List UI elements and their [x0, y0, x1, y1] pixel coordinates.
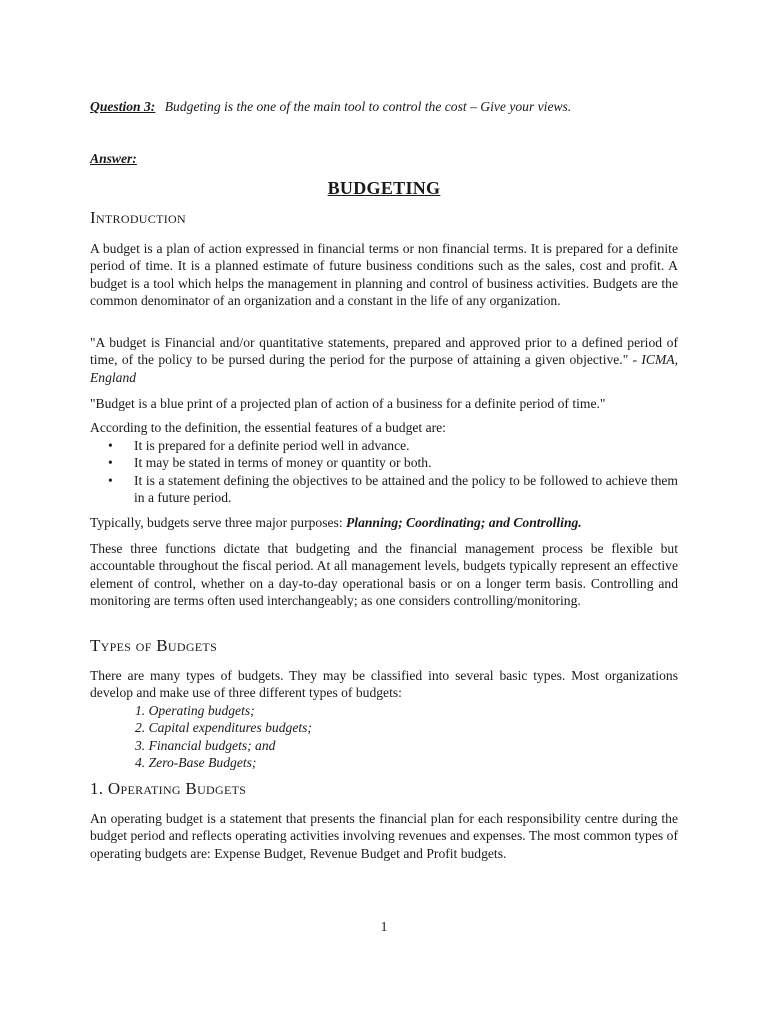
icma-quote — [90, 334, 678, 386]
question-line — [90, 98, 571, 115]
intro-paragraph: A budget is a plan of action expressed in financial terms or non financial terms. It is prepared for a definite period of time. It is a planned estimate of future business conditions such as the sales, cost and profit. A budget is a tool which helps the management in planning and control of business activities. Budgets are the common denominator of an organization and a constant in the life of any organization. — [90, 241, 678, 308]
operating-paragraph: An operating budget is a statement that presents the financial plan for each responsibility centre during the budget period and reflects operating activities involving revenues and expenses. The most common types of operating budgets are: Expense Budget, Revenue Budget and Profit budgets. — [90, 811, 678, 861]
bullet-icon: • — [108, 455, 113, 471]
bullet-icon: • — [108, 438, 113, 453]
types-heading: Types of Budgets — [90, 636, 218, 655]
question-label: Question 3: — [90, 99, 156, 114]
features-lead: According to the definition, the essential features of a budget are: — [90, 420, 446, 435]
list-item: 4. Zero-Base Budgets; — [135, 754, 257, 770]
features-list — [90, 437, 678, 506]
budget-types-list — [135, 702, 312, 771]
purposes-list: Planning; Coordinating; and Controlling. — [346, 515, 582, 530]
question-text: Budgeting is the one of the main tool to control the cost – Give your views. — [164, 99, 572, 114]
introduction-heading: Introduction — [90, 208, 186, 227]
operating-budgets-heading: 1. Operating Budgets — [90, 779, 247, 798]
icma-quote-text: "A budget is Financial and/or quantitative statements, prepared and approved prior to a defined period of time, of the policy to be pursed during the period for the purpose of attaining a given objective." - — [90, 335, 678, 368]
list-item: 1. Operating budgets; — [135, 703, 255, 718]
purposes-line: Typically, budgets serve three major purposes: Planning; Coordinating; and Controlling. — [90, 515, 582, 530]
list-item: • It is a statement defining the objectives to be attained and the policy to be followed to achieve them in a future period. — [108, 472, 678, 505]
functions-paragraph: These three functions dictate that budgeting and the financial management process be flexible but accountable throughout the fiscal period. At all management levels, budgets typically represent an effective element of control, whether on a day-to-day operational basis or on a longer term basis. Controlling and monitoring are terms often used interchangeably; as one considers controlling/monitoring. — [90, 541, 678, 608]
icma-quote-source: ICMA, England — [90, 352, 678, 385]
blueprint-quote: "Budget is a blue print of a projected plan of action of a business for a definite period of time." — [90, 396, 606, 411]
document-title: BUDGETING — [327, 178, 441, 198]
answer-label: Answer: — [90, 151, 137, 166]
list-item: 3. Financial budgets; and — [135, 737, 276, 753]
bullet-icon: • — [108, 472, 113, 488]
page-number: 1 — [380, 919, 388, 934]
list-item: • It may be stated in terms of money or quantity or both. — [108, 455, 432, 471]
types-paragraph: There are many types of budgets. They may be classified into several basic types. Most organizations develop and make use of three different types of budgets: — [90, 668, 678, 701]
list-item: 2. Capital expenditures budgets; — [135, 720, 312, 736]
list-item: • It is prepared for a definite period well in advance. — [108, 438, 410, 453]
